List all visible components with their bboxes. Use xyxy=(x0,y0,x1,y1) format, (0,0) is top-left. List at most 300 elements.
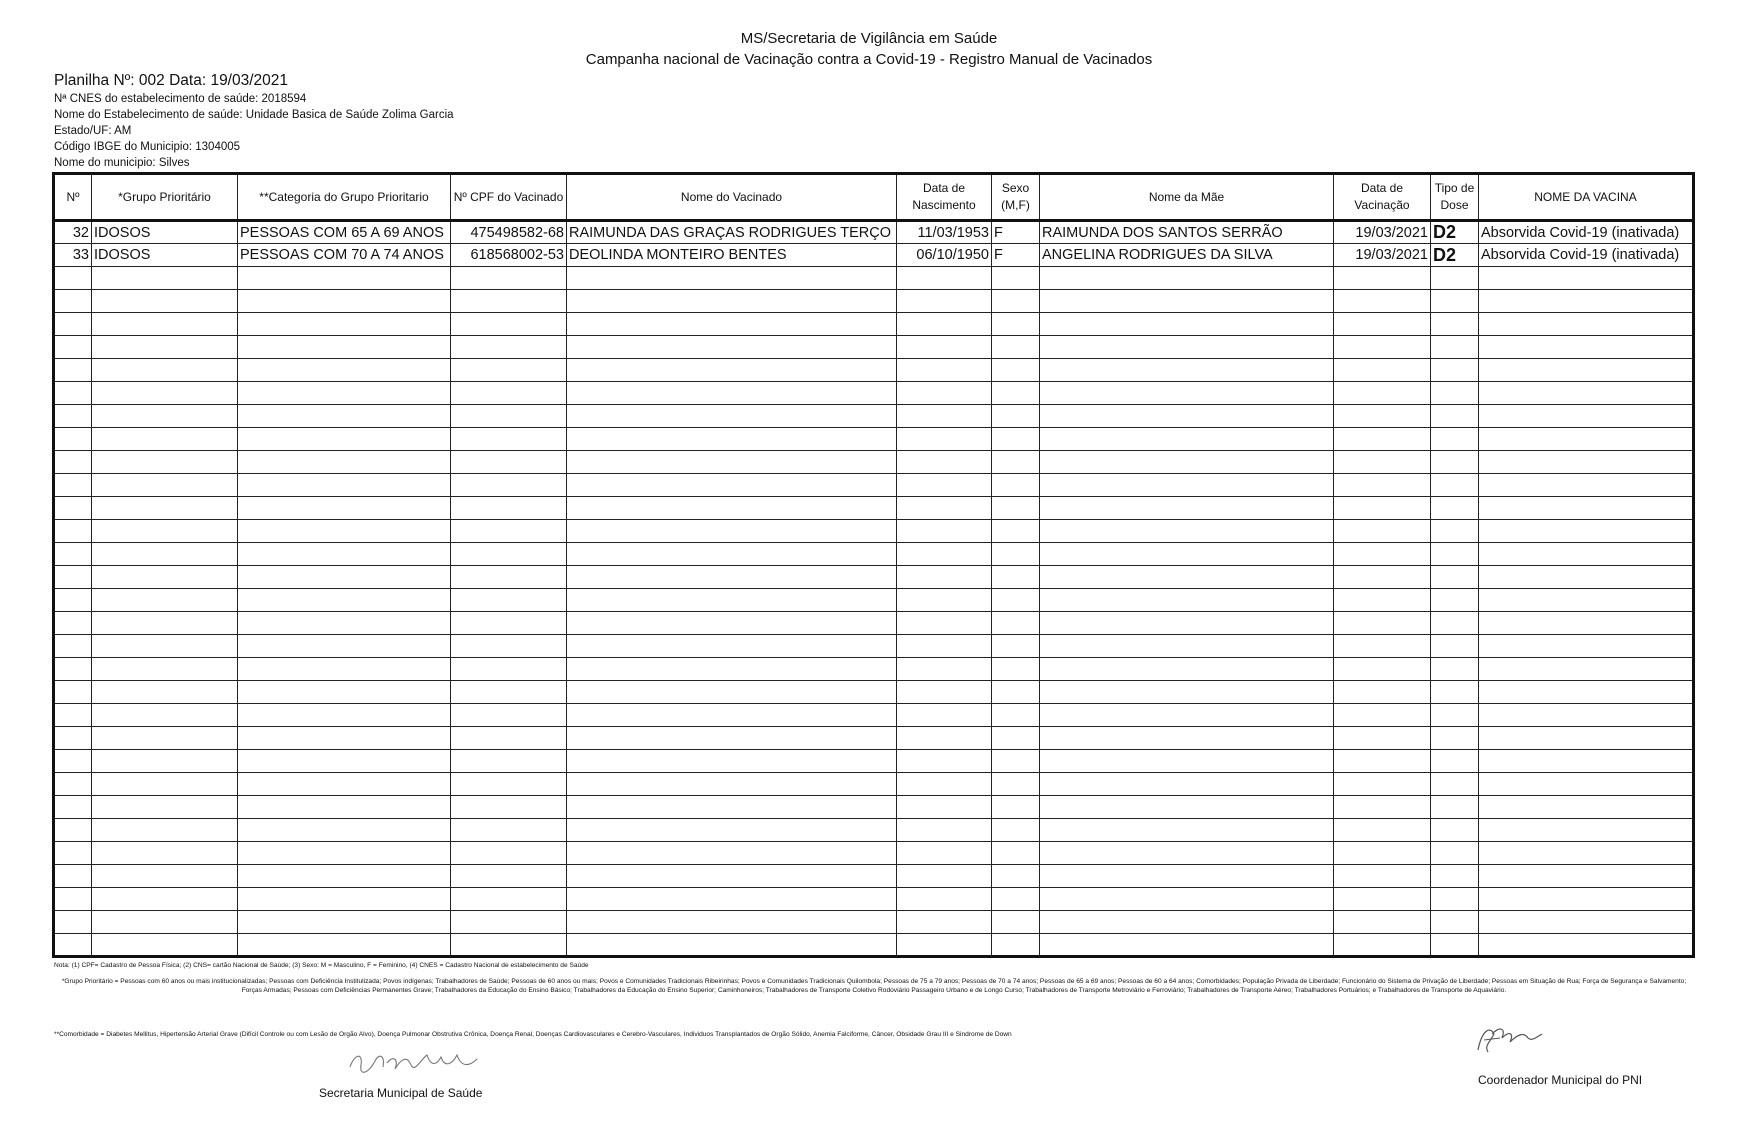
empty-cell xyxy=(1431,520,1479,543)
empty-cell xyxy=(451,382,567,405)
empty-cell xyxy=(92,336,238,359)
empty-cell xyxy=(92,911,238,934)
info-cnes: Nª CNES do estabelecimento de saúde: 2018594 xyxy=(54,93,307,105)
empty-cell xyxy=(897,658,992,681)
empty-cell xyxy=(54,888,92,911)
empty-cell xyxy=(1040,336,1334,359)
empty-cell xyxy=(567,451,897,474)
empty-cell xyxy=(567,290,897,313)
empty-cell xyxy=(1040,428,1334,451)
empty-cell xyxy=(451,727,567,750)
signature-right-image xyxy=(1470,1020,1550,1060)
empty-cell xyxy=(897,543,992,566)
table-row-empty xyxy=(54,842,1694,865)
empty-cell xyxy=(897,934,992,957)
empty-cell xyxy=(1479,796,1694,819)
empty-cell xyxy=(92,589,238,612)
empty-cell xyxy=(1479,681,1694,704)
empty-cell xyxy=(897,589,992,612)
table-row-empty xyxy=(54,520,1694,543)
empty-cell xyxy=(451,428,567,451)
empty-cell xyxy=(1431,635,1479,658)
empty-cell xyxy=(451,750,567,773)
empty-cell xyxy=(567,405,897,428)
empty-cell xyxy=(897,842,992,865)
empty-cell xyxy=(992,635,1040,658)
table-row-empty xyxy=(54,658,1694,681)
empty-cell xyxy=(1334,888,1431,911)
cell-grupo: IDOSOS xyxy=(92,221,238,244)
table-row-empty xyxy=(54,451,1694,474)
empty-cell xyxy=(1040,474,1334,497)
table-row-empty xyxy=(54,934,1694,957)
empty-cell xyxy=(1479,612,1694,635)
empty-cell xyxy=(1334,451,1431,474)
cell-vacina: Absorvida Covid-19 (inativada) xyxy=(1479,244,1694,267)
empty-cell xyxy=(567,911,897,934)
col-header-numero: Nº xyxy=(54,174,92,221)
empty-cell xyxy=(92,497,238,520)
empty-cell xyxy=(1431,267,1479,290)
empty-cell xyxy=(897,635,992,658)
empty-cell xyxy=(1334,773,1431,796)
info-ibge: Código IBGE do Municipio: 1304005 xyxy=(54,141,241,153)
empty-cell xyxy=(992,520,1040,543)
table-row-empty xyxy=(54,267,1694,290)
empty-cell xyxy=(1334,681,1431,704)
empty-cell xyxy=(1479,313,1694,336)
empty-cell xyxy=(1479,842,1694,865)
empty-cell xyxy=(238,819,451,842)
empty-cell xyxy=(451,911,567,934)
cell-categoria: PESSOAS COM 70 A 74 ANOS xyxy=(238,244,451,267)
table-row-empty xyxy=(54,405,1694,428)
empty-cell xyxy=(1431,888,1479,911)
empty-cell xyxy=(897,520,992,543)
empty-cell xyxy=(1334,865,1431,888)
empty-cell xyxy=(1334,520,1431,543)
empty-cell xyxy=(1040,773,1334,796)
empty-cell xyxy=(1040,359,1334,382)
col-header-nome: Nome do Vacinado xyxy=(567,174,897,221)
info-estado: Estado/UF: AM xyxy=(54,125,132,137)
empty-cell xyxy=(1431,865,1479,888)
empty-cell xyxy=(54,520,92,543)
cell-mae: RAIMUNDA DOS SANTOS SERRÃO xyxy=(1040,221,1334,244)
empty-cell xyxy=(54,336,92,359)
empty-cell xyxy=(451,635,567,658)
empty-cell xyxy=(992,796,1040,819)
header-line-2: Campanha nacional de Vacinação contra a Covid-19 - Registro Manual de Vacinados xyxy=(585,51,1153,68)
empty-cell xyxy=(54,589,92,612)
empty-cell xyxy=(897,313,992,336)
empty-cell xyxy=(1040,865,1334,888)
empty-cell xyxy=(992,566,1040,589)
empty-cell xyxy=(567,658,897,681)
empty-cell xyxy=(1040,451,1334,474)
empty-cell xyxy=(1479,911,1694,934)
empty-cell xyxy=(54,727,92,750)
empty-cell xyxy=(1334,635,1431,658)
footnote-nota: Nota: (1) CPF= Cadastro de Pessoa Física; (2) CNS= cartão Nacional de Saúde; (3) Sexo: M = Masculino, F = Feminino, (4) CNES = Cadastro Nacional de estabelecimento de Saúde xyxy=(54,962,589,969)
empty-cell xyxy=(992,681,1040,704)
empty-cell xyxy=(567,589,897,612)
empty-cell xyxy=(451,497,567,520)
empty-cell xyxy=(238,865,451,888)
empty-cell xyxy=(54,405,92,428)
table-row-empty xyxy=(54,497,1694,520)
empty-cell xyxy=(992,934,1040,957)
empty-cell xyxy=(897,428,992,451)
cell-dose: D2 xyxy=(1431,244,1479,267)
empty-cell xyxy=(1431,290,1479,313)
empty-cell xyxy=(1479,405,1694,428)
empty-cell xyxy=(992,313,1040,336)
empty-cell xyxy=(54,566,92,589)
cell-categoria: PESSOAS COM 65 A 69 ANOS xyxy=(238,221,451,244)
empty-cell xyxy=(1040,819,1334,842)
empty-cell xyxy=(567,681,897,704)
empty-cell xyxy=(992,658,1040,681)
empty-cell xyxy=(1334,543,1431,566)
empty-cell xyxy=(1040,750,1334,773)
cell-nome: RAIMUNDA DAS GRAÇAS RODRIGUES TERÇO xyxy=(567,221,897,244)
empty-cell xyxy=(567,612,897,635)
empty-cell xyxy=(992,405,1040,428)
empty-cell xyxy=(1431,566,1479,589)
empty-cell xyxy=(1334,612,1431,635)
empty-cell xyxy=(897,474,992,497)
cell-mae: ANGELINA RODRIGUES DA SILVA xyxy=(1040,244,1334,267)
empty-cell xyxy=(451,819,567,842)
cell-grupo: IDOSOS xyxy=(92,244,238,267)
empty-cell xyxy=(54,819,92,842)
empty-cell xyxy=(54,934,92,957)
empty-cell xyxy=(238,336,451,359)
vaccination-table xyxy=(52,172,1695,958)
empty-cell xyxy=(897,750,992,773)
empty-cell xyxy=(1334,819,1431,842)
empty-cell xyxy=(567,336,897,359)
empty-cell xyxy=(1334,589,1431,612)
signature-left-image xyxy=(345,1045,485,1081)
empty-cell xyxy=(54,612,92,635)
empty-cell xyxy=(451,612,567,635)
empty-cell xyxy=(897,290,992,313)
empty-cell xyxy=(92,888,238,911)
empty-cell xyxy=(992,428,1040,451)
col-header-categoria: **Categoria do Grupo Prioritario xyxy=(238,174,451,221)
empty-cell xyxy=(1040,658,1334,681)
empty-cell xyxy=(897,451,992,474)
empty-cell xyxy=(1431,658,1479,681)
empty-cell xyxy=(897,727,992,750)
header-line-1: MS/Secretaria de Vigilância em Saúde xyxy=(740,30,998,47)
empty-cell xyxy=(1479,359,1694,382)
empty-cell xyxy=(567,313,897,336)
empty-cell xyxy=(238,773,451,796)
empty-cell xyxy=(1431,428,1479,451)
empty-cell xyxy=(1040,543,1334,566)
empty-cell xyxy=(1479,635,1694,658)
empty-cell xyxy=(1479,589,1694,612)
empty-cell xyxy=(1431,911,1479,934)
empty-cell xyxy=(992,451,1040,474)
empty-cell xyxy=(1040,405,1334,428)
empty-cell xyxy=(1479,382,1694,405)
empty-cell xyxy=(451,681,567,704)
info-municipio: Nome do municipio: Silves xyxy=(54,157,190,169)
empty-cell xyxy=(451,520,567,543)
empty-cell xyxy=(1431,612,1479,635)
empty-cell xyxy=(1040,796,1334,819)
empty-cell xyxy=(92,658,238,681)
col-header-vacina: NOME DA VACINA xyxy=(1479,174,1694,221)
empty-cell xyxy=(54,428,92,451)
table-row-empty xyxy=(54,750,1694,773)
empty-cell xyxy=(451,451,567,474)
empty-cell xyxy=(1431,819,1479,842)
empty-cell xyxy=(92,727,238,750)
empty-cell xyxy=(1479,865,1694,888)
empty-cell xyxy=(1040,566,1334,589)
empty-cell xyxy=(238,750,451,773)
cell-vacina: Absorvida Covid-19 (inativada) xyxy=(1479,221,1694,244)
empty-cell xyxy=(1431,773,1479,796)
empty-cell xyxy=(1479,888,1694,911)
empty-cell xyxy=(1479,520,1694,543)
table-row-empty xyxy=(54,543,1694,566)
footnote-comorbidade: **Comorbidade = Diabetes Mellitus, Hipertensão Arterial Grave (Difícil Controle ou com Lesão de Orgão Alvo), Doença Pulmonar Obstrutiva Crônica, Doença Renal, Doenças Cardiovasculares e Cerebro-Vasculares, Individuos Transplantados de Orgão Sólido, Anemia Falciforme, Câncer, Obsidade Grau III e Sindrome de Down xyxy=(54,1031,1012,1038)
empty-cell xyxy=(92,681,238,704)
empty-cell xyxy=(1334,359,1431,382)
empty-cell xyxy=(1334,727,1431,750)
empty-cell xyxy=(992,750,1040,773)
empty-cell xyxy=(567,382,897,405)
empty-cell xyxy=(567,865,897,888)
empty-cell xyxy=(54,543,92,566)
empty-cell xyxy=(992,543,1040,566)
empty-cell xyxy=(1334,428,1431,451)
empty-cell xyxy=(897,819,992,842)
empty-cell xyxy=(54,704,92,727)
table-row-empty xyxy=(54,796,1694,819)
empty-cell xyxy=(1040,290,1334,313)
empty-cell xyxy=(92,773,238,796)
empty-cell xyxy=(238,451,451,474)
empty-cell xyxy=(451,474,567,497)
empty-cell xyxy=(92,451,238,474)
empty-cell xyxy=(992,497,1040,520)
table-row-empty xyxy=(54,566,1694,589)
empty-cell xyxy=(238,290,451,313)
empty-cell xyxy=(992,819,1040,842)
empty-cell xyxy=(451,336,567,359)
empty-cell xyxy=(1479,934,1694,957)
empty-cell xyxy=(992,612,1040,635)
empty-cell xyxy=(567,428,897,451)
empty-cell xyxy=(1040,612,1334,635)
empty-cell xyxy=(451,313,567,336)
empty-cell xyxy=(897,382,992,405)
empty-cell xyxy=(238,428,451,451)
empty-cell xyxy=(451,267,567,290)
empty-cell xyxy=(992,359,1040,382)
empty-cell xyxy=(1040,888,1334,911)
empty-cell xyxy=(897,865,992,888)
empty-cell xyxy=(54,865,92,888)
empty-cell xyxy=(567,750,897,773)
empty-cell xyxy=(92,796,238,819)
empty-cell xyxy=(1479,658,1694,681)
empty-cell xyxy=(451,888,567,911)
empty-cell xyxy=(992,267,1040,290)
table-row-empty xyxy=(54,359,1694,382)
empty-cell xyxy=(1431,589,1479,612)
empty-cell xyxy=(92,474,238,497)
empty-cell xyxy=(1431,842,1479,865)
signature-right-label: Coordenador Municipal do PNI xyxy=(1478,1073,1643,1087)
empty-cell xyxy=(567,497,897,520)
empty-cell xyxy=(1334,313,1431,336)
empty-cell xyxy=(54,773,92,796)
empty-cell xyxy=(1334,704,1431,727)
empty-cell xyxy=(451,658,567,681)
table-row-empty xyxy=(54,704,1694,727)
empty-cell xyxy=(238,520,451,543)
empty-cell xyxy=(451,773,567,796)
empty-cell xyxy=(567,934,897,957)
empty-cell xyxy=(567,704,897,727)
empty-cell xyxy=(54,658,92,681)
empty-cell xyxy=(1479,543,1694,566)
empty-cell xyxy=(567,888,897,911)
empty-cell xyxy=(54,290,92,313)
empty-cell xyxy=(1040,589,1334,612)
empty-cell xyxy=(92,290,238,313)
empty-cell xyxy=(567,819,897,842)
empty-cell xyxy=(897,888,992,911)
empty-cell xyxy=(992,382,1040,405)
cell-sexo: F xyxy=(992,244,1040,267)
table-row-empty xyxy=(54,888,1694,911)
empty-cell xyxy=(1334,405,1431,428)
empty-cell xyxy=(92,313,238,336)
cell-nascimento: 11/03/1953 xyxy=(897,221,992,244)
empty-cell xyxy=(897,773,992,796)
empty-cell xyxy=(1040,911,1334,934)
cell-cpf: 618568002-53 xyxy=(451,244,567,267)
empty-cell xyxy=(567,635,897,658)
empty-cell xyxy=(992,865,1040,888)
col-header-grupo: *Grupo Prioritário xyxy=(92,174,238,221)
empty-cell xyxy=(992,773,1040,796)
empty-cell xyxy=(238,566,451,589)
empty-cell xyxy=(897,359,992,382)
empty-cell xyxy=(897,911,992,934)
table-row-empty xyxy=(54,474,1694,497)
table-row-empty xyxy=(54,911,1694,934)
empty-cell xyxy=(451,405,567,428)
empty-cell xyxy=(1479,497,1694,520)
empty-cell xyxy=(897,704,992,727)
empty-cell xyxy=(92,267,238,290)
empty-cell xyxy=(1040,704,1334,727)
empty-cell xyxy=(238,405,451,428)
empty-cell xyxy=(1334,267,1431,290)
empty-cell xyxy=(567,796,897,819)
empty-cell xyxy=(1334,290,1431,313)
empty-cell xyxy=(897,681,992,704)
empty-cell xyxy=(451,865,567,888)
table-row-empty xyxy=(54,382,1694,405)
empty-cell xyxy=(1334,474,1431,497)
empty-cell xyxy=(992,704,1040,727)
empty-cell xyxy=(567,773,897,796)
empty-cell xyxy=(54,497,92,520)
empty-cell xyxy=(238,681,451,704)
table-header-row xyxy=(54,174,1694,221)
cell-nascimento: 06/10/1950 xyxy=(897,244,992,267)
empty-cell xyxy=(992,888,1040,911)
empty-cell xyxy=(1431,727,1479,750)
empty-cell xyxy=(567,520,897,543)
empty-cell xyxy=(1040,267,1334,290)
signature-left-label: Secretaria Municipal de Saúde xyxy=(319,1086,483,1100)
empty-cell xyxy=(54,635,92,658)
empty-cell xyxy=(1479,566,1694,589)
empty-cell xyxy=(92,520,238,543)
empty-cell xyxy=(1431,497,1479,520)
empty-cell xyxy=(1334,382,1431,405)
empty-cell xyxy=(1431,796,1479,819)
empty-cell xyxy=(451,566,567,589)
empty-cell xyxy=(54,750,92,773)
empty-cell xyxy=(1334,934,1431,957)
empty-cell xyxy=(567,359,897,382)
empty-cell xyxy=(238,359,451,382)
empty-cell xyxy=(451,359,567,382)
empty-cell xyxy=(1479,819,1694,842)
empty-cell xyxy=(54,451,92,474)
empty-cell xyxy=(238,911,451,934)
empty-cell xyxy=(897,267,992,290)
empty-cell xyxy=(92,635,238,658)
empty-cell xyxy=(92,543,238,566)
empty-cell xyxy=(451,934,567,957)
table-row-empty xyxy=(54,313,1694,336)
empty-cell xyxy=(1479,290,1694,313)
empty-cell xyxy=(1479,704,1694,727)
empty-cell xyxy=(897,796,992,819)
cell-cpf: 475498582-68 xyxy=(451,221,567,244)
cell-sexo: F xyxy=(992,221,1040,244)
empty-cell xyxy=(238,612,451,635)
empty-cell xyxy=(451,704,567,727)
empty-cell xyxy=(92,934,238,957)
empty-cell xyxy=(54,267,92,290)
info-estabelecimento: Nome do Estabelecimento de saúde: Unidade Basica de Saúde Zolima Garcia xyxy=(54,109,454,121)
empty-cell xyxy=(1334,911,1431,934)
empty-cell xyxy=(238,313,451,336)
cell-nome: DEOLINDA MONTEIRO BENTES xyxy=(567,244,897,267)
empty-cell xyxy=(992,842,1040,865)
table-row-empty xyxy=(54,773,1694,796)
empty-cell xyxy=(1431,359,1479,382)
empty-cell xyxy=(1479,773,1694,796)
empty-cell xyxy=(238,474,451,497)
empty-cell xyxy=(238,934,451,957)
